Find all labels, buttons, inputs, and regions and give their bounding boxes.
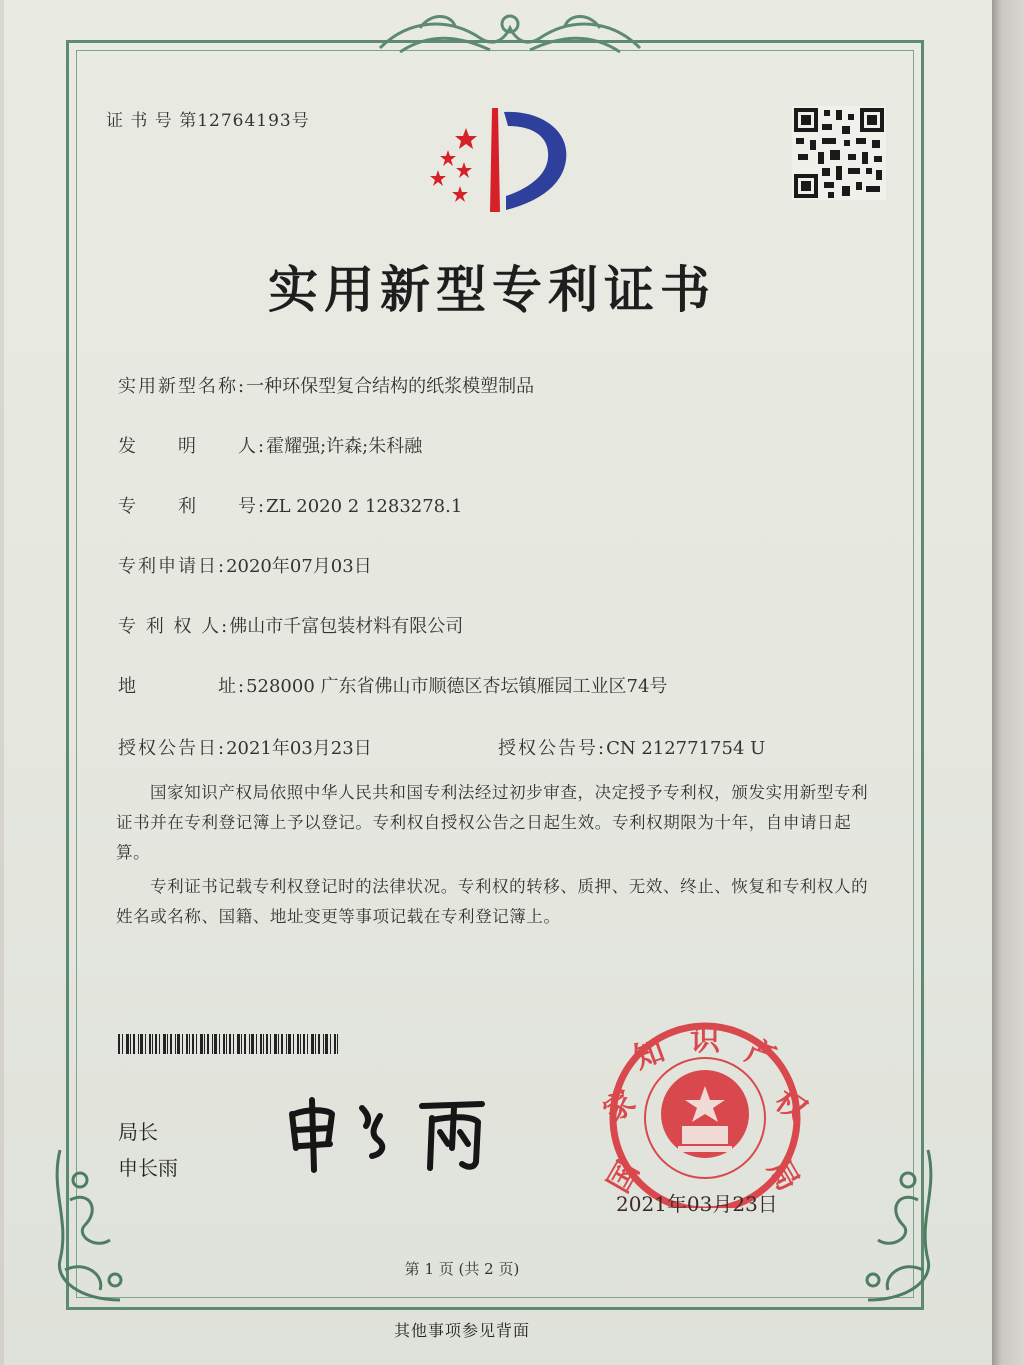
signature-title: 局长 xyxy=(118,1120,158,1144)
certificate-statement xyxy=(116,778,878,932)
field-value: 2020年07月03日 xyxy=(226,556,372,577)
field-label: 授权公告号: xyxy=(498,738,607,759)
certificate-number: 证 书 号 第12764193号 xyxy=(106,111,310,131)
signature-name: 申长雨 xyxy=(118,1156,178,1180)
field-value: 霍耀强;许森;朱科融 xyxy=(266,436,423,457)
svg-text:产: 产 xyxy=(740,1033,781,1077)
field-row-patentee xyxy=(118,612,463,638)
field-row-grant-date xyxy=(118,734,372,760)
seal-date: 2021年03月23日 xyxy=(616,1192,778,1216)
svg-text:局: 局 xyxy=(760,1153,806,1198)
qr-code-icon xyxy=(792,106,886,200)
handwritten-signature xyxy=(282,1092,502,1174)
field-value: 528000 广东省佛山市顺德区杏坛镇雁园工业区74号 xyxy=(246,676,668,697)
field-label: 专利申请日: xyxy=(118,556,227,577)
field-value: 佛山市千富包装材料有限公司 xyxy=(229,616,464,637)
barcode-icon xyxy=(118,1034,380,1054)
certificate-title: 实用新型专利证书 xyxy=(268,261,716,319)
field-value: CN 212771754 U xyxy=(606,738,766,759)
field-label: 发 明 人: xyxy=(118,436,267,457)
field-row-patent-number xyxy=(118,492,462,518)
footer-note: 其他事项参见背面 xyxy=(393,1321,530,1340)
field-row-address xyxy=(118,672,667,698)
page-edge xyxy=(992,0,1024,1365)
field-row-application-date xyxy=(118,552,372,578)
svg-text:知: 知 xyxy=(629,1033,670,1077)
field-value: 一种环保型复合结构的纸浆模塑制品 xyxy=(246,376,535,397)
field-row-announcement-number xyxy=(498,734,765,760)
svg-text:权: 权 xyxy=(768,1082,814,1129)
field-label: 专 利 权 人: xyxy=(118,616,230,637)
svg-text:识: 识 xyxy=(690,1023,720,1058)
field-label: 专 利 号: xyxy=(118,496,267,517)
official-seal-icon xyxy=(596,1018,814,1208)
field-label: 授权公告日: xyxy=(118,738,227,759)
page-number: 第 1 页 (共 2 页) xyxy=(404,1260,520,1278)
field-value: 2021年03月23日 xyxy=(226,738,372,759)
statement-paragraph: 专利证书记载专利权登记时的法律状况。专利权的转移、质押、无效、终止、恢复和专利权人的姓名或名称、国籍、地址变更等事项记载在专利登记簿上。 xyxy=(116,877,869,926)
patent-office-logo-icon xyxy=(420,100,580,218)
ornament-corner-right-icon xyxy=(828,1140,948,1310)
statement-paragraph: 国家知识产权局依照中华人民共和国专利法经过初步审查，决定授予专利权，颁发实用新型专利证书并在专利登记簿上予以登记。专利权自授权公告之日起生效。专利权期限为十年，自申请日起算。 xyxy=(116,783,869,862)
ornament-top-icon xyxy=(360,8,660,64)
field-value: ZL 2020 2 1283278.1 xyxy=(266,496,463,517)
field-row-utility-model-name xyxy=(118,372,534,398)
field-label: 地 址: xyxy=(118,676,247,697)
field-label: 实用新型名称: xyxy=(118,376,247,397)
svg-text:家: 家 xyxy=(597,1084,642,1130)
field-row-inventors xyxy=(118,432,422,458)
svg-text:国: 国 xyxy=(601,1155,647,1199)
